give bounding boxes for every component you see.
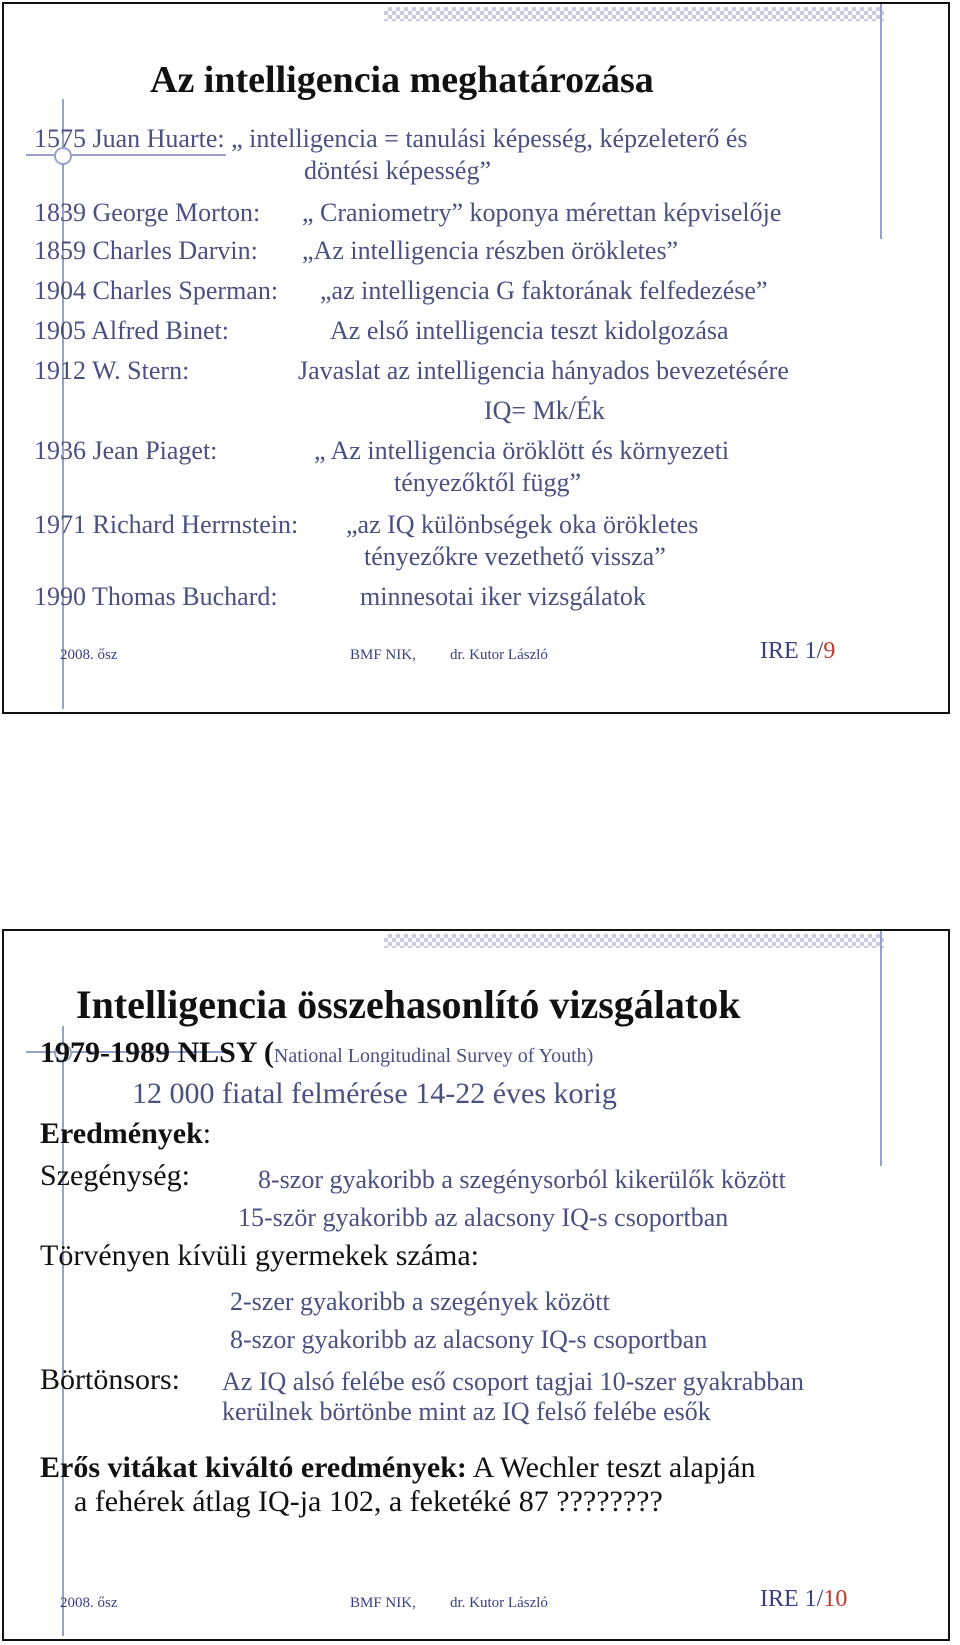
footer-author: dr. Kutor László [450, 1595, 548, 1611]
illegit-line-1: 2-szer gyakoribb a szegények között [230, 1287, 610, 1316]
text-darvin: „Az intelligencia részben örökletes” [302, 236, 679, 265]
text-herrnstein: „az IQ különbségek oka örökletes [346, 510, 699, 539]
page-prefix: IRE 1/ [760, 638, 824, 664]
header-pattern [384, 7, 884, 21]
slide-title: Az intelligencia meghatározása [150, 59, 654, 101]
nlsy-full: National Longitudinal Survey of Youth) [273, 1045, 594, 1067]
illegit-label: Törvényen kívüli gyermekek száma: [40, 1239, 480, 1272]
label-darvin: 1859 Charles Darvin: [34, 236, 258, 265]
poverty-line-2: 15-ször gyakoribb az alacsony IQ-s csoportban [238, 1203, 729, 1232]
label-buchard: 1990 Thomas Buchard: [34, 582, 278, 611]
text-piaget-cont: tényezőktől függ” [394, 468, 581, 497]
header-pattern [384, 934, 884, 948]
label-stern: 1912 W. Stern: [34, 356, 190, 385]
illegit-line-2: 8-szor gyakoribb az alacsony IQ-s csoportban [230, 1325, 708, 1354]
decor-left-line [62, 99, 64, 709]
label-piaget: 1936 Jean Piaget: [34, 436, 218, 465]
decor-vertical-line [880, 4, 882, 239]
results-colon: : [202, 1117, 212, 1150]
debate-line-2: a fehérek átlag IQ-ja 102, a feketéké 87 ???????? [74, 1485, 663, 1518]
results-heading [40, 1117, 211, 1151]
footer-date: 2008. ősz [60, 647, 118, 663]
footer-author: dr. Kutor László [450, 647, 548, 663]
prison-line-2: kerülnek börtönbe mint az IQ felső felébe esők [222, 1397, 711, 1426]
footer-page-number [760, 638, 835, 665]
footer-page-number [760, 1586, 847, 1613]
page-prefix: IRE 1/ [760, 1586, 824, 1612]
decor-vertical-line [880, 931, 882, 1166]
text-stern: Javaslat az intelligencia hányados bevezetésére [298, 356, 789, 385]
slide-2 [2, 929, 950, 1641]
nlsy-head: 1979-1989 NLSY ( [40, 1036, 274, 1069]
text-buchard: minnesotai iker vizsgálatok [360, 582, 646, 611]
text-sperman: „az intelligencia G faktorának felfedezése” [320, 276, 768, 305]
debate-line-1 [40, 1451, 756, 1485]
slide-title: Intelligencia összehasonlító vizsgálatok [76, 982, 741, 1027]
footer-date: 2008. ősz [60, 1595, 118, 1611]
page-num: 9 [823, 638, 836, 664]
footer-org: BMF NIK, [350, 647, 416, 663]
text-morton: „ Craniometry” koponya mérettan képviselője [302, 198, 782, 227]
debate-rest: A Wechler teszt alapján [466, 1451, 756, 1484]
label-morton: 1839 George Morton: [34, 198, 261, 227]
label-herrnstein: 1971 Richard Herrnstein: [34, 510, 299, 539]
prison-label: Börtönsors: [40, 1363, 181, 1396]
prison-line-1: Az IQ alsó felébe eső csoport tagjai 10-szer gyakrabban [222, 1367, 804, 1396]
debate-bold: Erős vitákat kiváltó eredmények: [40, 1451, 467, 1484]
label-sperman: 1904 Charles Sperman: [34, 276, 279, 305]
results-label: Eredmények [40, 1117, 203, 1150]
text-binet: Az első intelligencia teszt kidolgozása [330, 316, 729, 345]
poverty-line-1: 8-szor gyakoribb a szegénysorból kikerülők között [258, 1165, 786, 1194]
footer-org: BMF NIK, [350, 1595, 416, 1611]
text-iq-formula: IQ= Mk/Ék [484, 396, 605, 425]
text-piaget: „ Az intelligencia öröklött és környezeti [314, 436, 730, 465]
slide-1 [2, 2, 950, 714]
poverty-label: Szegénység: [40, 1159, 190, 1192]
text-herrnstein-cont: tényezőkre vezethető vissza” [364, 542, 666, 571]
nlsy-subtitle: 12 000 fiatal felmérése 14-22 éves korig [132, 1077, 617, 1110]
line-huarte: 1575 Juan Huarte: „ intelligencia = tanulási képesség, képzeleterő és [34, 124, 748, 153]
label-binet: 1905 Alfred Binet: [34, 316, 229, 345]
nlsy-heading [40, 1036, 593, 1070]
line-huarte-cont: döntési képesség” [304, 156, 492, 185]
page-num: 10 [823, 1586, 848, 1612]
